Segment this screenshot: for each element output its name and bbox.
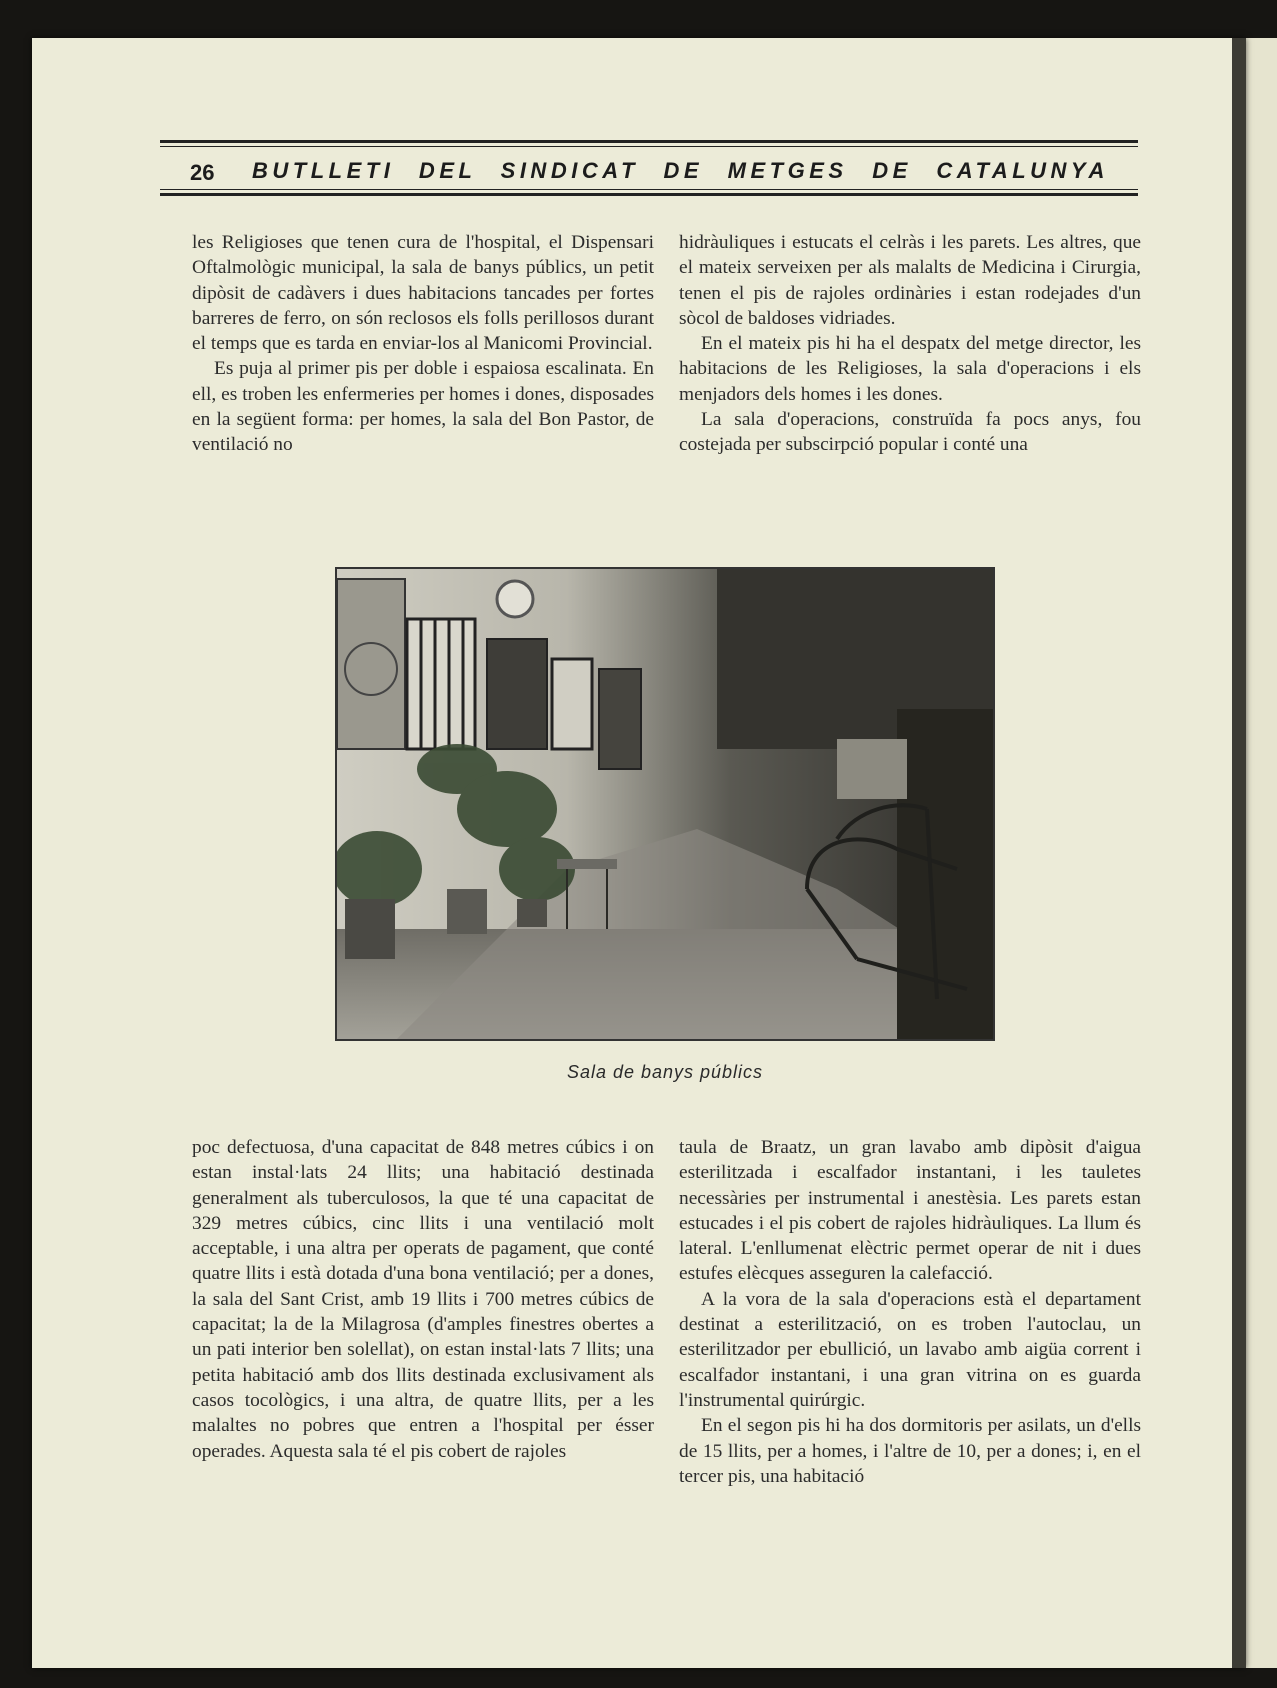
header-rule-bottom xyxy=(160,193,1138,196)
paragraph: A la vora de la sala d'operacions està el departament destinat a esterilització, on es troben l'autoclau, un esterilitzador per ebullició, un lavabo amb aigüa corrent i escalfador instantani, i una gran vitrina on es guarda l'instrumental quirúrgic. xyxy=(679,1288,1141,1411)
column-bottom-left xyxy=(192,1135,654,1464)
header-rule-bottom-thin xyxy=(160,189,1138,190)
page-spine-shadow xyxy=(1232,38,1246,1668)
journal-title: BUTLLETI DEL SINDICAT DE METGES DE CATALUNYA xyxy=(252,158,1109,183)
column-bottom-right xyxy=(679,1135,1141,1489)
running-header xyxy=(160,152,1138,188)
paragraph: les Religioses que tenen cura de l'hospital, el Dispensari Oftalmològic municipal, la sala de banys públics, un petit dipòsit de cadàvers i dues habitacions tancades per fortes barreres de ferro, on són reclosos els folls perillosos durant el temps que es tarda en enviar-los al Manicomi Provincial. xyxy=(192,232,654,355)
paragraph: hidràuliques i estucats el celràs i les parets. Les altres, que el mateix serveixen per als malalts de Medicina i Cirurgia, tenen el pis de rajoles ordinàries i estan rodejades d'un sòcol de baldoses vidriades. xyxy=(679,232,1141,329)
page-number: 26 xyxy=(190,160,215,185)
adjacent-page-edge xyxy=(1246,38,1277,1668)
paragraph: taula de Braatz, un gran lavabo amb dipòsit d'aigua esterilitzada i escalfador instantani, i les tauletes necessàries per instrumental i anestèsia. Les parets estan estucades i el pis cobert de rajoles hidràuliques. La llum és lateral. L'enllumenat elèctric permet operar de nit i dues estufes elècques asseguren la calefacció. xyxy=(679,1137,1141,1285)
column-top-left xyxy=(192,230,654,458)
header-rule-top xyxy=(160,140,1138,143)
paragraph: En el mateix pis hi ha el despatx del metge director, les habitacions de les Religioses, la sala d'operacions i els menjadors dels homes i les dones. xyxy=(679,333,1141,405)
paragraph: poc defectuosa, d'una capacitat de 848 metres cúbics i on estan instal·lats 24 llits; una habitació destinada generalment als tuberculosos, la que té una capacitat de 329 metres cúbics, cinc llits i una ventilació molt acceptable, i una altra per operats de pagament, que conté quatre llits i està dotada d'una bona ventilació; per a dones, la sala del Sant Crist, amb 19 llits i 700 metres cúbics de capacitat; la de la Milagrosa (d'amples finestres obertes a un pati interior ben solellat), on estan instal·lats 7 llits; una petita habitació amb dos llits destinada exclusivament als casos tocològics, i una altra, de quatre llits, per a les malaltes no pobres que entren a l'hospital per ésser operades. Aquesta sala té el pis cobert de rajoles xyxy=(192,1137,654,1462)
paragraph: Es puja al primer pis per doble i espaiosa escalinata. En ell, es troben les enfermeries per homes i dones, disposades en la següent forma: per homes, la sala del Bon Pastor, de ventilació no xyxy=(192,358,654,456)
photo-public-baths-room xyxy=(335,567,995,1041)
column-top-right xyxy=(679,230,1141,458)
paragraph: En el segon pis hi ha dos dormitoris per asilats, un d'ells de 15 llits, per a homes, i l'altre de 10, per a dones; i, en el tercer pis, una habitació xyxy=(679,1415,1141,1487)
figure-caption: Sala de banys públics xyxy=(566,1062,764,1082)
photo-illustration xyxy=(337,569,993,1039)
paragraph: La sala d'operacions, construïda fa pocs anys, fou costejada per subscirpció popular i conté una xyxy=(679,409,1141,456)
header-rule-top-thin xyxy=(160,146,1138,147)
